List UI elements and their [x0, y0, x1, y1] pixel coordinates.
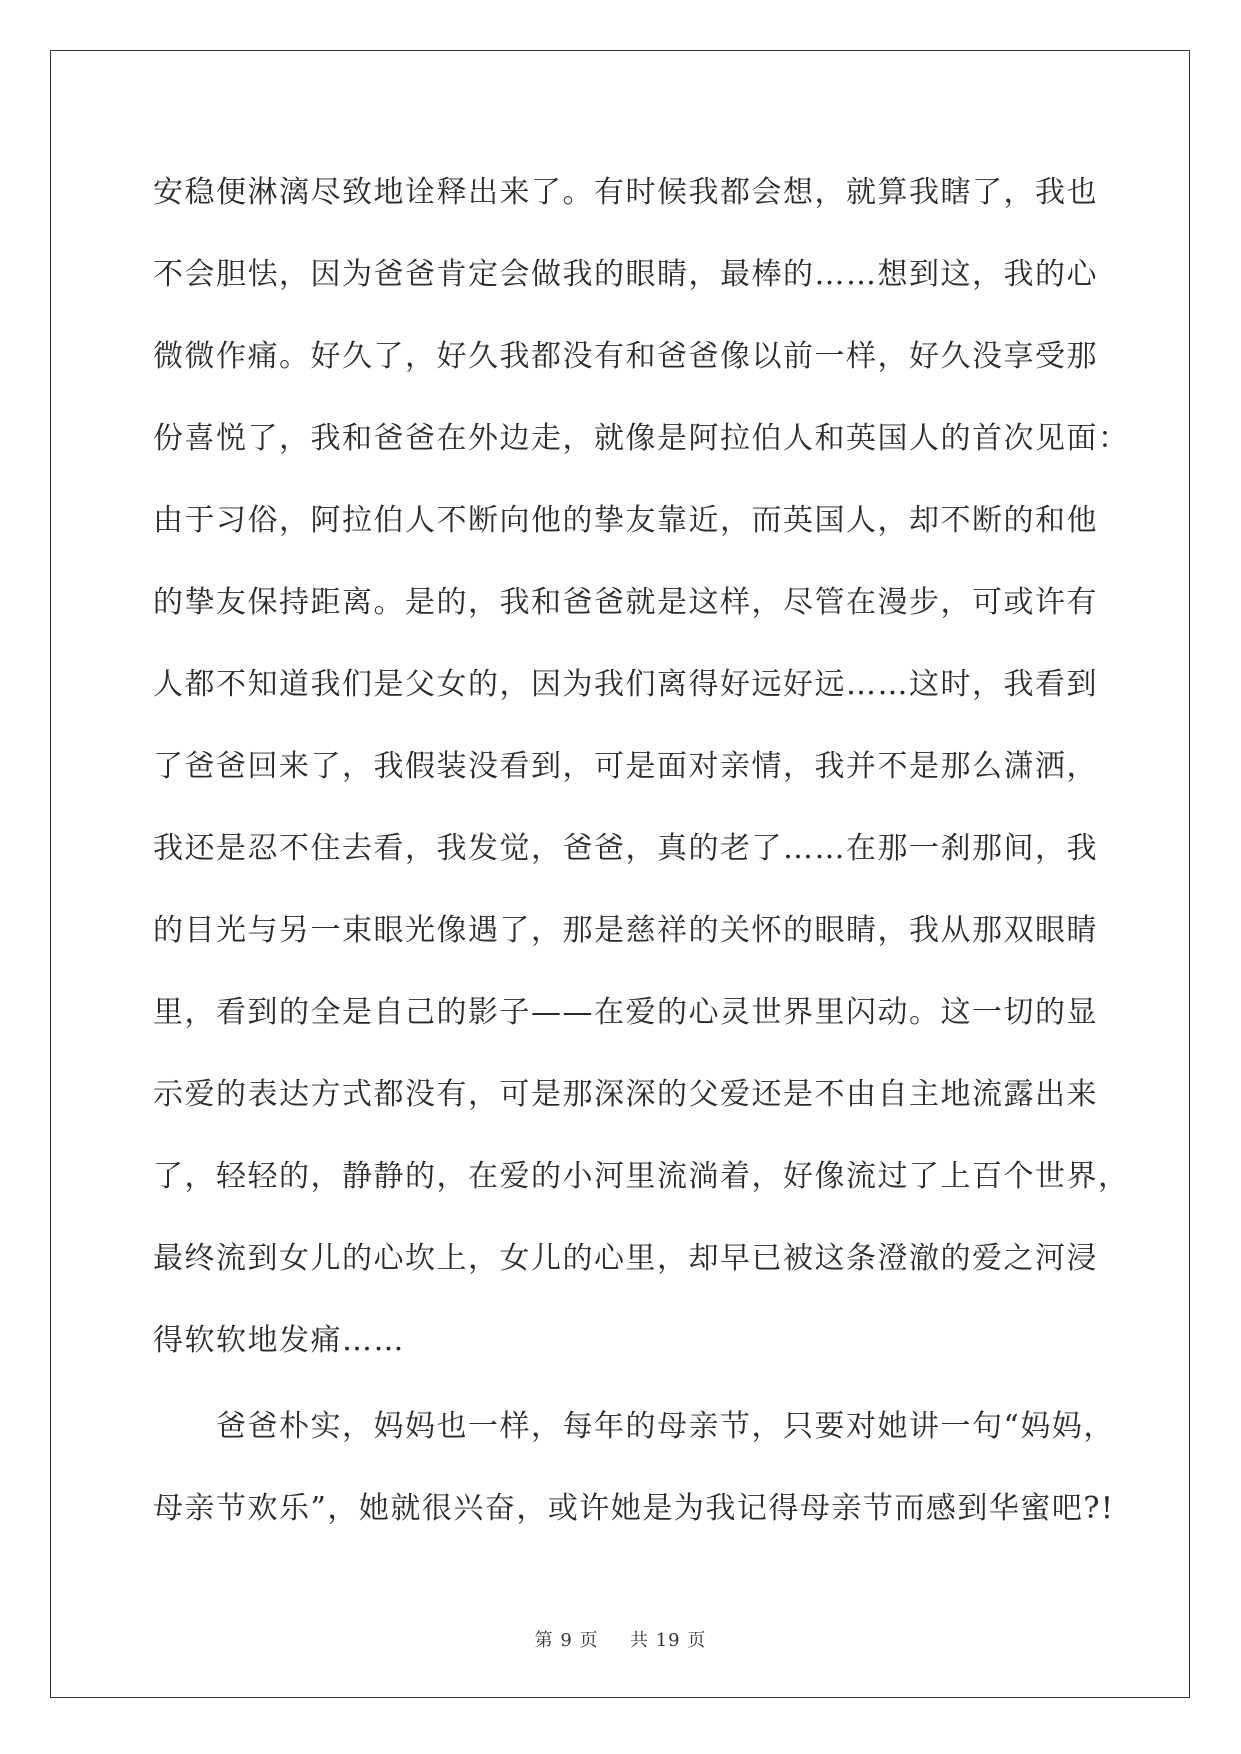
text-line: 母亲节欢乐”，她就很兴奋，或许她是为我记得母亲节而感到华蜜吧?!	[153, 1491, 1115, 1526]
text-line: 份喜悦了，我和爸爸在外边走，就像是阿拉伯人和英国人的首次见面：	[153, 421, 1130, 456]
page-total: 共 19 页	[630, 1630, 707, 1651]
text-line: 人都不知道我们是父女的，因为我们离得好远好远……这时，我看到	[153, 667, 1098, 702]
text-line: 的目光与另一束眼光像遇了，那是慈祥的关怀的眼睛，我从那双眼睛	[153, 913, 1098, 948]
text-line: 微微作痛。好久了，好久我都没有和爸爸像以前一样，好久没享受那	[153, 339, 1098, 374]
text-line: 最终流到女儿的心坎上，女儿的心里，却早已被这条澄澈的爱之河浸	[153, 1241, 1098, 1276]
text-line: 的挚友保持距离。是的，我和爸爸就是这样，尽管在漫步，可或许有	[153, 585, 1098, 620]
text-line: 我还是忍不住去看，我发觉，爸爸，真的老了……在那一刹那间，我	[153, 831, 1098, 866]
page-footer	[0, 1626, 1241, 1652]
text-line: 安稳便淋漓尽致地诠释出来了。有时候我都会想，就算我瞎了，我也	[153, 175, 1098, 210]
text-line: 了，轻轻的，静静的，在爱的小河里流淌着，好像流过了上百个世界，	[153, 1159, 1130, 1194]
document-body	[153, 163, 1130, 1561]
text-line: 里，看到的全是自己的影子——在爱的心灵世界里闪动。这一切的显	[153, 995, 1098, 1030]
page-number: 第 9 页	[534, 1630, 599, 1651]
text-line: 由于习俗，阿拉伯人不断向他的挚友靠近，而英国人，却不断的和他	[153, 503, 1098, 538]
text-line: 得软软地发痛……	[153, 1323, 405, 1358]
text-line: 了爸爸回来了，我假装没看到，可是面对亲情，我并不是那么潇洒，	[153, 749, 1098, 784]
text-line: 爸爸朴实，妈妈也一样，每年的母亲节，只要对她讲一句“妈妈，	[216, 1409, 1115, 1444]
text-line: 不会胆怯，因为爸爸肯定会做我的眼睛，最棒的……想到这，我的心	[153, 257, 1098, 292]
text-line: 示爱的表达方式都没有，可是那深深的父爱还是不由自主地流露出来	[153, 1077, 1098, 1112]
